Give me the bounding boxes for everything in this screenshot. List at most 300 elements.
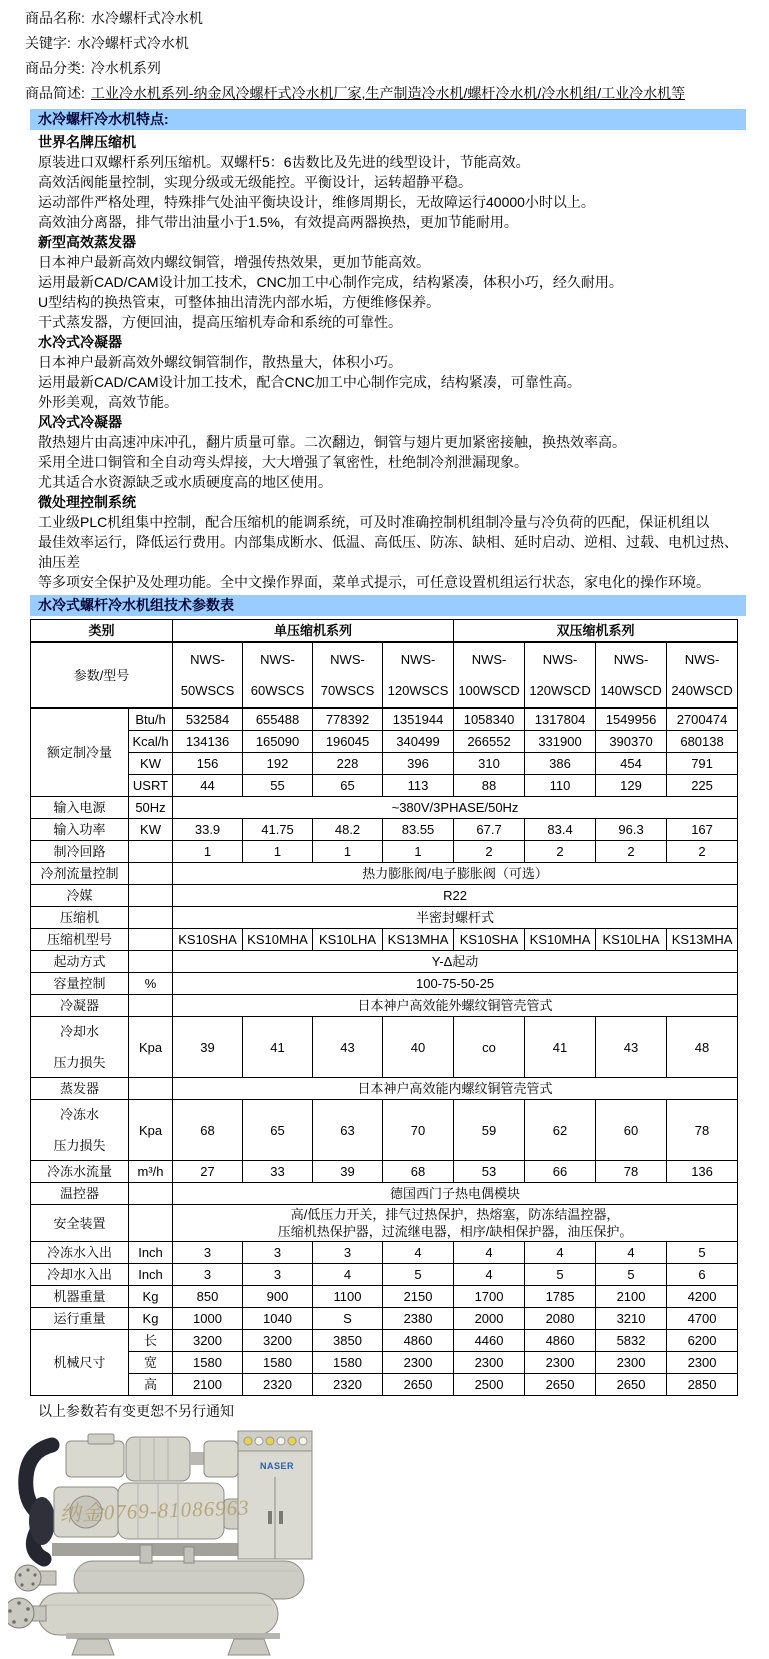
row-label: 额定制冷量 — [31, 708, 129, 797]
feature-line: 原装进口双螺杆系列压缩机。双螺杆5：6齿数比及先进的线型设计，节能高效。 — [38, 154, 530, 170]
cell-value: 41 — [525, 1017, 596, 1078]
row-unit: KW — [129, 753, 173, 775]
cell-span: ~380V/3PHASE/50Hz — [173, 797, 738, 819]
row-label: 压缩机 — [31, 907, 129, 929]
bolt — [8, 1609, 12, 1613]
cell-value: 40 — [383, 1017, 454, 1078]
cell-value: 39 — [313, 1161, 383, 1183]
row-label: 冷媒 — [31, 885, 129, 907]
row-unit: m³/h — [129, 1161, 173, 1183]
spec-row — [31, 797, 738, 819]
foot — [72, 1639, 114, 1655]
cell-value: 165090 — [243, 731, 313, 753]
meta-category-label: 商品分类: — [25, 60, 85, 76]
meta-description-link[interactable]: 工业冷水机系列-纳金风冷螺杆式冷水机厂家,生产制造冷水机/螺杆冷水机/冷水机组/工业冷水机等 — [90, 85, 686, 101]
bolt — [20, 1583, 23, 1586]
cell-value: 532584 — [173, 708, 243, 731]
cell-value: 41.75 — [243, 819, 313, 841]
cell-span: 日本神户高效能内螺纹铜管壳管式 — [173, 1078, 738, 1100]
cell-value: KS10LHA — [313, 929, 383, 951]
cell-value: 1700 — [454, 1286, 525, 1308]
cabinet-handle — [268, 1511, 272, 1524]
features-body — [38, 132, 738, 592]
spec-row — [31, 1078, 738, 1100]
cell-value: 5 — [596, 1264, 667, 1286]
cell-value: 2300 — [667, 1352, 738, 1374]
cell-value: 5 — [667, 1242, 738, 1264]
cell-value: 4 — [596, 1242, 667, 1264]
cell-value: 41 — [243, 1017, 313, 1078]
row-unit — [129, 907, 173, 929]
cell-value: 55 — [243, 775, 313, 797]
cell-span: 半密封螺杆式 — [173, 907, 738, 929]
model-header: NWS- 60WSCS — [243, 642, 313, 708]
row-unit — [129, 929, 173, 951]
cell-value: 5 — [525, 1264, 596, 1286]
spec-row — [31, 841, 738, 863]
row-label: 蒸发器 — [31, 1078, 129, 1100]
cell-value: 4 — [454, 1264, 525, 1286]
row-unit: 高 — [129, 1374, 173, 1396]
cell-value: 1040 — [243, 1308, 313, 1330]
meta-category-value: 冷水机系列 — [90, 60, 161, 76]
cell-value: 2850 — [667, 1374, 738, 1396]
spec-row — [31, 1330, 738, 1352]
indicator-light — [277, 1437, 285, 1445]
row-label: 机器重量 — [31, 1286, 129, 1308]
cell-value: 113 — [383, 775, 454, 797]
cell-value: 136 — [667, 1161, 738, 1183]
row-label: 制冷回路 — [31, 841, 129, 863]
cell-value: 43 — [596, 1017, 667, 1078]
cell-value: 88 — [454, 775, 525, 797]
cell-value: 83.4 — [525, 819, 596, 841]
cell-value: 2100 — [173, 1374, 243, 1396]
meta-keyword — [25, 31, 769, 56]
cell-value: 2650 — [596, 1374, 667, 1396]
spec-row — [31, 1374, 738, 1396]
cell-value: 3200 — [173, 1330, 243, 1352]
cell-value: 62 — [525, 1100, 596, 1161]
model-header: NWS- 120WSCD — [525, 642, 596, 708]
cell-value: 60 — [596, 1100, 667, 1161]
cell-value: 2 — [454, 841, 525, 863]
feature-section-title: 微处理控制系统 — [38, 494, 136, 510]
cell-value: 70 — [383, 1100, 454, 1161]
meta-name-value: 水冷螺杆式冷水机 — [90, 10, 203, 26]
cell-value: 1058340 — [454, 708, 525, 731]
cell-value: 63 — [313, 1100, 383, 1161]
row-label: 冷凝器 — [31, 995, 129, 1017]
col-group-single: 单压缩机系列 — [173, 620, 454, 643]
cell-value: 192 — [243, 753, 313, 775]
cell-value: 2000 — [454, 1308, 525, 1330]
cell-value: 4860 — [525, 1330, 596, 1352]
row-unit — [129, 1078, 173, 1100]
row-label: 起动方式 — [31, 951, 129, 973]
cell-value: 134136 — [173, 731, 243, 753]
bolt — [33, 1573, 36, 1576]
spec-row — [31, 1161, 738, 1183]
cabinet-handle — [279, 1511, 283, 1524]
cell-value: 59 — [454, 1100, 525, 1161]
nozzle — [140, 1545, 152, 1563]
compressor-upper-end — [204, 1441, 238, 1477]
bolt — [31, 1582, 34, 1585]
cell-value: 266552 — [454, 731, 525, 753]
row-unit — [129, 863, 173, 885]
cell-value: 39 — [173, 1017, 243, 1078]
feature-line: 运用最新CAD/CAM设计加工技术，CNC加工中心制作完成，结构紧凑，体积小巧，经久耐用。 — [38, 274, 623, 290]
cell-value: KS10MHA — [525, 929, 596, 951]
row-unit — [129, 1183, 173, 1205]
row-unit: Inch — [129, 1264, 173, 1286]
cell-value: 228 — [313, 753, 383, 775]
cell-value: 2500 — [454, 1374, 525, 1396]
cell-value: 454 — [596, 753, 667, 775]
footnote: 以上参数若有变更恕不另行通知 — [38, 1403, 234, 1419]
row-label: 机械尺寸 — [31, 1330, 129, 1396]
compressor-upper-motor — [66, 1441, 124, 1477]
product-meta — [0, 0, 769, 106]
cell-span: 100-75-50-25 — [173, 973, 738, 995]
row-unit: Btu/h — [129, 708, 173, 731]
spec-row — [31, 907, 738, 929]
spec-row — [31, 1308, 738, 1330]
cell-value: 48 — [667, 1017, 738, 1078]
feature-line: 尤其适合水资源缺乏或水质硬度高的地区使用。 — [38, 474, 332, 490]
cell-value: 2300 — [596, 1352, 667, 1374]
coupling — [190, 1452, 204, 1465]
brand-label: NASER — [260, 1461, 295, 1471]
row-unit: Kpa — [129, 1100, 173, 1161]
row-label: 冷剂流量控制 — [31, 863, 129, 885]
cell-value: 65 — [243, 1100, 313, 1161]
cell-value: KS10SHA — [454, 929, 525, 951]
row-label: 压缩机型号 — [31, 929, 129, 951]
spec-row — [31, 885, 738, 907]
cell-value: 1100 — [313, 1286, 383, 1308]
row-unit: Kg — [129, 1308, 173, 1330]
cell-value: KS10SHA — [173, 929, 243, 951]
product-photo — [8, 1425, 322, 1659]
meta-name-label: 商品名称: — [25, 10, 85, 26]
cell-value: 3 — [243, 1242, 313, 1264]
cell-value: 2380 — [383, 1308, 454, 1330]
cell-value: 1580 — [313, 1352, 383, 1374]
cell-value: 67.7 — [454, 819, 525, 841]
meta-category — [25, 56, 769, 81]
row-unit — [129, 951, 173, 973]
cell-value: 310 — [454, 753, 525, 775]
cell-value: 2300 — [454, 1352, 525, 1374]
cell-value: 156 — [173, 753, 243, 775]
model-header: NWS- 100WSCD — [454, 642, 525, 708]
cell-value: 33.9 — [173, 819, 243, 841]
row-unit: Kcal/h — [129, 731, 173, 753]
bolt — [26, 1568, 29, 1571]
cell-value: 129 — [596, 775, 667, 797]
cell-value: KS10LHA — [596, 929, 667, 951]
cell-value: 396 — [383, 753, 454, 775]
spec-row — [31, 753, 738, 775]
bolt — [26, 1607, 30, 1611]
indicator-light — [288, 1437, 296, 1445]
cell-value: 2100 — [596, 1286, 667, 1308]
cell-span: R22 — [173, 885, 738, 907]
spec-row — [31, 775, 738, 797]
cell-value: 6 — [667, 1264, 738, 1286]
indicator-light — [299, 1437, 307, 1445]
cell-value: 2650 — [525, 1374, 596, 1396]
cell-value: 390370 — [596, 731, 667, 753]
row-unit: 50Hz — [129, 797, 173, 819]
cell-value: KS13MHA — [383, 929, 454, 951]
cell-value: 1 — [173, 841, 243, 863]
cell-value: 4460 — [454, 1330, 525, 1352]
meta-name — [25, 6, 769, 31]
cell-value: 1 — [243, 841, 313, 863]
row-unit: Kpa — [129, 1017, 173, 1078]
spec-row — [31, 731, 738, 753]
cell-value: 225 — [667, 775, 738, 797]
cell-value: 3 — [173, 1264, 243, 1286]
cell-value: 68 — [383, 1161, 454, 1183]
cell-value: 196045 — [313, 731, 383, 753]
spec-row — [31, 863, 738, 885]
row-label: 容量控制 — [31, 973, 129, 995]
spec-row — [31, 1352, 738, 1374]
cell-value: 2300 — [383, 1352, 454, 1374]
feature-line: 采用全进口铜管和全自动弯头焊接，大大增强了氧密性，杜绝制冷剂泄漏现象。 — [38, 454, 528, 470]
cell-value: 778392 — [313, 708, 383, 731]
indicator-light — [266, 1437, 274, 1445]
model-header: NWS- 70WSCS — [313, 642, 383, 708]
cell-value: 110 — [525, 775, 596, 797]
spec-row — [31, 973, 738, 995]
cell-value: 78 — [667, 1100, 738, 1161]
cell-value: 2320 — [313, 1374, 383, 1396]
cell-value: 68 — [173, 1100, 243, 1161]
cell-span: 德国西门子热电偶模块 — [173, 1183, 738, 1205]
cell-value: 3 — [243, 1264, 313, 1286]
cell-value: 3210 — [596, 1308, 667, 1330]
cell-value: 2 — [596, 841, 667, 863]
feature-section-title: 新型高效蒸发器 — [38, 234, 136, 250]
feature-line: 运用最新CAD/CAM设计加工技术，配合CNC加工中心制作完成，结构紧凑，可靠性高。 — [38, 374, 581, 390]
meta-description — [25, 81, 769, 106]
cell-value: 4 — [525, 1242, 596, 1264]
model-header: NWS- 120WSCS — [383, 642, 454, 708]
cell-value: 4 — [313, 1264, 383, 1286]
model-header: NWS- 50WSCS — [173, 642, 243, 708]
col-group-category: 类别 — [31, 620, 173, 643]
cell-span: Y-Δ起动 — [173, 951, 738, 973]
feature-line: 运动部件严格处理，特殊排气处油平衡块设计，维修周期长，无故障运行40000小时以上。 — [38, 194, 595, 210]
row-label: 冷却水入出 — [31, 1264, 129, 1286]
cell-value: 2 — [667, 841, 738, 863]
cell-span: 高/低压力开关，排气过热保护，热熔塞，防冻结温控器， 压缩机热保护器，过流继电器，相序/缺相保护器，油压保护。 — [173, 1205, 738, 1242]
cell-value: KS10MHA — [243, 929, 313, 951]
spec-header-row — [31, 620, 738, 643]
cell-value: 3850 — [313, 1330, 383, 1352]
cell-value: 1317804 — [525, 708, 596, 731]
spec-row — [31, 1205, 738, 1242]
cell-value: 66 — [525, 1161, 596, 1183]
cell-value: 2650 — [383, 1374, 454, 1396]
cell-value: 655488 — [243, 708, 313, 731]
row-label: 冷冻水入出 — [31, 1242, 129, 1264]
feature-line: 干式蒸发器，方便回油，提高压缩机寿命和系统的可靠性。 — [38, 314, 402, 330]
cell-value: 1000 — [173, 1308, 243, 1330]
row-unit: Kg — [129, 1286, 173, 1308]
row-unit: Inch — [129, 1242, 173, 1264]
row-label: 输入电源 — [31, 797, 129, 819]
cell-value: 43 — [313, 1017, 383, 1078]
cell-value: 340499 — [383, 731, 454, 753]
cell-value: 850 — [173, 1286, 243, 1308]
foot — [228, 1639, 270, 1655]
row-unit — [129, 995, 173, 1017]
feature-line: 散热翅片由高速冲床冲孔，翻片质量可靠。二次翻边，铜管与翅片更加紧密接触，换热效率高。 — [38, 434, 626, 450]
cell-value: 4860 — [383, 1330, 454, 1352]
spec-row — [31, 819, 738, 841]
cell-value: 1351944 — [383, 708, 454, 731]
cell-value: 2150 — [383, 1286, 454, 1308]
cell-value: 900 — [243, 1286, 313, 1308]
cell-value: 4200 — [667, 1286, 738, 1308]
spec-row — [31, 1264, 738, 1286]
cell-value: 1 — [313, 841, 383, 863]
feature-line: 最佳效率运行，降低运行费用。内部集成断水、低温、高低压、防冻、缺相、延时启动、逆相、过载、电机过热、油压差 — [38, 534, 738, 570]
cell-value: 3 — [313, 1242, 383, 1264]
feature-line: 工业级PLC机组集中控制，配合压缩机的能调系统，可及时准确控制机组制冷量与冷负荷的匹配，保证机组以 — [38, 514, 710, 530]
cell-value: 53 — [454, 1161, 525, 1183]
spec-row — [31, 929, 738, 951]
row-unit — [129, 1205, 173, 1242]
spec-row — [31, 1183, 738, 1205]
cell-value: 83.55 — [383, 819, 454, 841]
compressor-upper-valve — [88, 1434, 114, 1444]
feature-section-title: 风冷式冷凝器 — [38, 414, 122, 430]
spec-row — [31, 951, 738, 973]
meta-description-label: 商品简述: — [25, 85, 85, 101]
spec-row — [31, 1100, 738, 1161]
cell-value: 2080 — [525, 1308, 596, 1330]
watermark-text: 纳金0769-81086963 — [59, 1495, 251, 1526]
bolt — [12, 1620, 16, 1624]
feature-line: 外形美观，高效节能。 — [38, 394, 178, 410]
pipe-dark-body — [29, 1497, 55, 1545]
bolt — [24, 1618, 28, 1622]
cell-value: 2 — [525, 841, 596, 863]
spec-row — [31, 1017, 738, 1078]
compressor-upper-body — [126, 1437, 190, 1481]
spec-row — [31, 1286, 738, 1308]
cell-value: 65 — [313, 775, 383, 797]
model-header: NWS- 140WSCD — [596, 642, 667, 708]
feature-line: 日本神户最新高效外螺纹铜管制作，散热量大，体积小巧。 — [38, 354, 402, 370]
nozzle — [184, 1547, 194, 1563]
row-unit: KW — [129, 819, 173, 841]
cell-value: KS13MHA — [667, 929, 738, 951]
cell-value: 5832 — [596, 1330, 667, 1352]
spec-row — [31, 1242, 738, 1264]
feature-line: 高效活阀能量控制，实现分级或无级能控。平衡设计，运转超静平稳。 — [38, 174, 472, 190]
cell-value: 331900 — [525, 731, 596, 753]
cell-value: 2700474 — [667, 708, 738, 731]
row-label: 运行重量 — [31, 1308, 129, 1330]
feature-line: 高效油分离器，排气带出油量小于1.5%，有效提高两器换热，更加节能耐用。 — [38, 214, 518, 230]
meta-keyword-value: 水冷螺杆式冷水机 — [76, 35, 189, 51]
spec-row — [31, 995, 738, 1017]
vessel-lower — [38, 1593, 278, 1635]
model-header: NWS- 240WSCD — [667, 642, 738, 708]
cell-value: 680138 — [667, 731, 738, 753]
cell-value: 2320 — [243, 1374, 313, 1396]
cell-value: 167 — [667, 819, 738, 841]
cell-value: co — [454, 1017, 525, 1078]
flange — [8, 1598, 34, 1628]
cell-span: 热力膨胀阀/电子膨胀阀（可选） — [173, 863, 738, 885]
row-label: 安全装置 — [31, 1205, 129, 1242]
cell-value: 48.2 — [313, 819, 383, 841]
cell-value: 2300 — [525, 1352, 596, 1374]
row-unit: 宽 — [129, 1352, 173, 1374]
row-label: 冷冻水流量 — [31, 1161, 129, 1183]
row-unit: % — [129, 973, 173, 995]
cell-value: 4 — [383, 1242, 454, 1264]
cell-value: 791 — [667, 753, 738, 775]
cell-value: 1785 — [525, 1286, 596, 1308]
cell-value: 6200 — [667, 1330, 738, 1352]
row-unit: 长 — [129, 1330, 173, 1352]
row-label: 冷却水 压力损失 — [31, 1017, 129, 1078]
cell-value: 4700 — [667, 1308, 738, 1330]
row-unit — [129, 885, 173, 907]
row-unit: USRT — [129, 775, 173, 797]
cell-value: 78 — [596, 1161, 667, 1183]
cell-value: 33 — [243, 1161, 313, 1183]
row-unit — [129, 841, 173, 863]
cell-value: 386 — [525, 753, 596, 775]
cell-value: 1549956 — [596, 708, 667, 731]
bolt — [17, 1601, 21, 1605]
feature-section-title: 水冷式冷凝器 — [38, 334, 122, 350]
feature-section-title: 世界名牌压缩机 — [38, 134, 136, 150]
meta-keyword-label: 关键字: — [25, 35, 71, 51]
cell-value: 3200 — [243, 1330, 313, 1352]
cell-value: 4 — [454, 1242, 525, 1264]
row-label: 温控器 — [31, 1183, 129, 1205]
indicator-light — [255, 1437, 263, 1445]
features-header-bar: 水冷螺杆冷水机特点: — [30, 109, 746, 130]
cell-value: 27 — [173, 1161, 243, 1183]
cell-value: 96.3 — [596, 819, 667, 841]
spec-table — [30, 619, 738, 1396]
cell-value: S — [313, 1308, 383, 1330]
cell-value: 5 — [383, 1264, 454, 1286]
cell-value: 3 — [173, 1242, 243, 1264]
spec-models-row — [31, 642, 738, 708]
feature-line: U型结构的换热管束，可整体抽出清洗内部水垢，方便维修保养。 — [38, 294, 441, 310]
row-label: 输入功率 — [31, 819, 129, 841]
cell-value: 1580 — [173, 1352, 243, 1374]
col-group-double: 双压缩机系列 — [454, 620, 738, 643]
param-label-cell: 参数/型号 — [31, 642, 173, 708]
feature-line: 等多项安全保护及处理功能。全中文操作界面，菜单式提示，可任意设置机组运行状态，家电化的操作环境。 — [38, 574, 710, 590]
spec-row — [31, 708, 738, 731]
